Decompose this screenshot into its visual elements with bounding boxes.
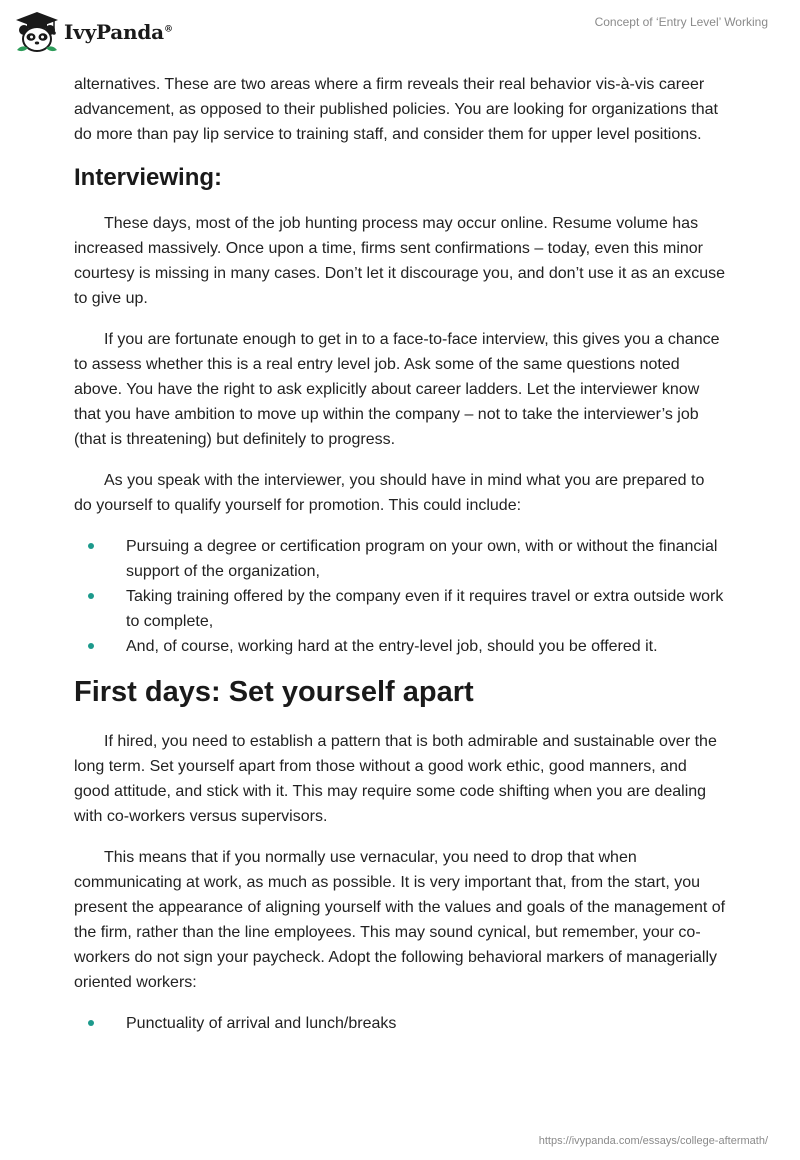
paragraph-first-days-2: This means that if you normally use vernacular, you need to drop that when communicating at work, as much as possible. It is very important that, from the start, you present the appearance of aligning yourself with the values and goals of the management of the firm, rather than the line employees. This may sound cynical, but remember, your co-workers do not sign your paycheck. Adopt the following behavioral markers of managerially oriented workers: (74, 849, 726, 991)
essay-content (74, 72, 726, 1052)
paragraph-first-days-1: If hired, you need to establish a pattern that is both admirable and sustainable over the long term. Set yourself apart from those without a good work ethic, good manners, and good attitude, and stick with it. This may require some code shifting when you are dealing with co-workers versus supervisors. (74, 733, 717, 825)
document-title: Concept of ‘Entry Level’ Working (594, 15, 768, 29)
ivypanda-logo[interactable] (14, 10, 173, 54)
bullet-icon (88, 593, 94, 599)
list-item (74, 584, 726, 634)
paragraph-intro: alternatives. These are two areas where a firm reveals their real behavior vis-à-vis career advancement, as opposed to their published policies. You are looking for organizations that do more than pay lip service to training staff, and consider them for upper level positions. (74, 76, 718, 143)
registered-mark: ® (163, 24, 173, 35)
paragraph-interviewing-2: If you are fortunate enough to get in to a face-to-face interview, this gives you a chance to assess whether this is a real entry level job. Ask some of the same questions noted above. You have the right to ask explicitly about career ladders. Let the interviewer know that you have ambition to move up within the company – not to take the interviewer’s job (that is threatening) but definitely to progress. (74, 331, 720, 448)
heading-first-days: First days: Set yourself apart (74, 676, 474, 708)
brand-name (64, 20, 173, 44)
list-item-text: Taking training offered by the company even if it requires travel or extra outside work to complete, (126, 588, 724, 630)
paragraph-interviewing-3: As you speak with the interviewer, you should have in mind what you are prepared to do yourself to qualify yourself for promotion. This could include: (74, 472, 705, 514)
list-item-text: Pursuing a degree or certification program on your own, with or without the financial support of the organization, (126, 538, 718, 580)
panda-graduate-icon (14, 10, 60, 54)
heading-interviewing: Interviewing: (74, 164, 223, 191)
promotion-list (74, 534, 726, 659)
bullet-icon (88, 1020, 94, 1026)
bullet-icon (88, 643, 94, 649)
list-item (74, 1011, 726, 1036)
brand-name-text: IvyPanda (64, 20, 164, 44)
list-item (74, 634, 726, 659)
list-item (74, 534, 726, 584)
behavioral-markers-list (74, 1011, 726, 1036)
list-item-text: Punctuality of arrival and lunch/breaks (126, 1015, 397, 1032)
page-header (0, 0, 800, 64)
list-item-text: And, of course, working hard at the entry-level job, should you be offered it. (126, 638, 658, 655)
source-url-link[interactable]: https://ivypanda.com/essays/college-aftermath/ (538, 1135, 768, 1147)
paragraph-interviewing-1: These days, most of the job hunting process may occur online. Resume volume has increased massively. Once upon a time, firms sent confirmations – today, even this minor courtesy is missing in many cases. Don’t let it discourage you, and don’t use it as an excuse to give up. (74, 215, 725, 307)
bullet-icon (88, 543, 94, 549)
